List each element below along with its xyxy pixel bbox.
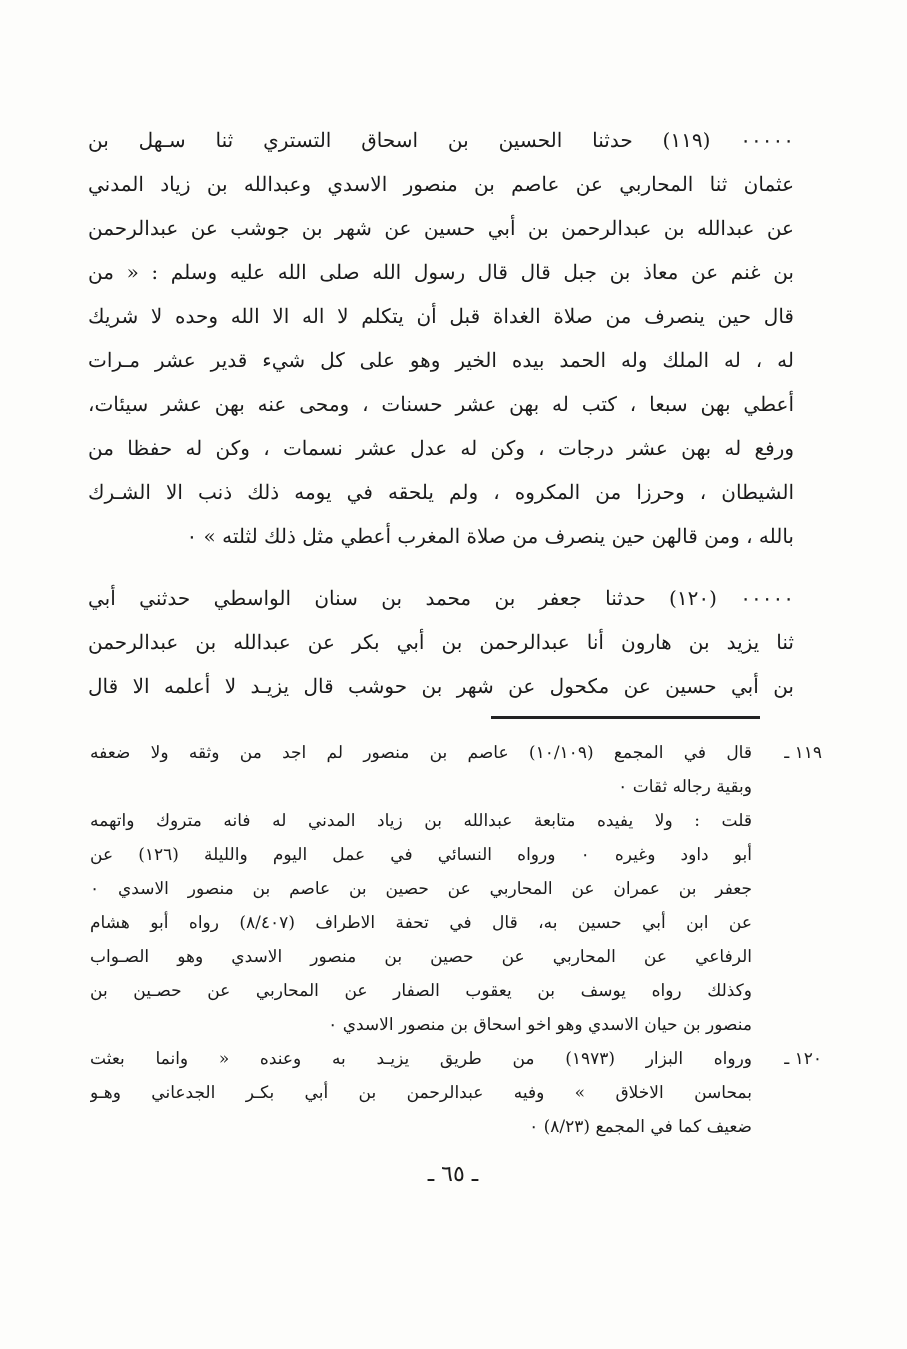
hadith-120-paragraph [88,576,794,708]
text-line: عن عبدالله بن عبدالرحمن بن أبي حسين عن شهر بن جوشب عن عبدالرحمن [88,216,794,240]
text-line: الشيطان ، وحرزا من المكروه ، ولم يلحقه في يومه ذلك ذنب الا الشـرك [88,480,794,504]
footnote-119 [90,736,822,1042]
footnote-line: عن ابن أبي حسين به، قال في تحفة الاطراف (٨/٤٠٧) رواه أبو هشام [90,913,752,933]
footnote-line: بمحاسن الاخلاق » وفيه عبدالرحمن بن أبي بكـر الجدعاني وهـو [90,1083,752,1103]
footnote-body [90,1042,752,1144]
text-line: عثمان ثنا المحاربي عن عاصم بن منصور الاسدي وعبدالله بن زياد المدني [88,172,794,196]
footnote-separator [491,716,760,719]
footnote-line: وبقية رجاله ثقات ٠ [618,777,752,797]
text-line: ٠٠٠٠٠ (١١٩) حدثنا الحسين بن اسحاق التستري ثنا سـهل بن [88,128,794,152]
text-line: بالله ، ومن قالهن حين ينصرف من صلاة المغرب أعطي مثل ذلك لثلته » ٠ [186,524,794,548]
text-line: ثنا يزيد بن هارون أنا عبدالرحمن بن أبي بكر عن عبدالله بن عبدالرحمن [88,630,794,654]
footnote-body [90,736,752,1042]
footnote-line: قال في المجمع (١٠/١٠٩) عاصم بن منصور لم اجد من وثقه ولا ضعفه [90,743,752,763]
footnote-line: الرفاعي عن المحاربي عن حصين بن منصور الاسدي وهو الصـواب [90,947,752,967]
text-line: قال حين ينصرف من صلاة الغداة قبل أن يتكلم لا اله الا الله وحده لا شريك [88,304,794,328]
footnote-line: قلت : ولا يفيده متابعة عبدالله بن زياد المدني له فانه متروك واتهمه [90,811,752,831]
footnote-120 [90,1042,822,1144]
footnote-line: جعفر بن عمران عن المحاربي عن حصين بن عاصم بن منصور الاسدي ٠ [90,879,752,899]
main-text [88,118,794,708]
footnote-number: ١٢٠ ـ [784,1049,822,1069]
text-line: ٠٠٠٠٠ (١٢٠) حدثنا جعفر بن محمد بن سنان الواسطي حدثني أبي [88,586,794,610]
text-line: ورفع له بهن عشر درجات ، وكن له عدل عشر نسمات ، وكن له حفظا من [88,436,794,460]
footnote-line: وكذلك رواه يوسف بن يعقوب الصفار عن المحاربي عن حصـين بن [90,981,752,1001]
text-line: بن أبي حسين عن مكحول عن شهر بن حوشب قال يزيـد لا أعلمه الا قال [88,674,794,698]
footnote-number: ١١٩ ـ [784,743,822,763]
footnotes [90,736,822,1144]
text-line: بن غنم عن معاذ بن جبل قال قال رسول الله صلى الله عليه وسلم : « من [88,260,794,284]
footnote-line: ورواه البزار (١٩٧٣) من طريق يزيـد به وعنده « وانما بعثت [90,1049,752,1069]
page-number: ـ ٦٥ ـ [427,1162,479,1187]
hadith-119-paragraph [88,118,794,558]
text-line: أعطي بهن سبعا ، كتب له بهن عشر حسنات ، ومحى عنه بهن عشر سيئات، [88,392,794,416]
text-line: له ، له الملك وله الحمد بيده الخير وهو على كل شيء قدير عشر مـرات [88,348,794,372]
footnote-line: ضعيف كما في المجمع (٨/٢٣) ٠ [529,1117,752,1137]
footnote-line: أبو داود وغيره ٠ ورواه النسائي في عمل اليوم والليلة (١٢٦) عن [90,845,752,865]
footnote-line: منصور بن حيان الاسدي وهو اخو اسحاق بن منصور الاسدي ٠ [328,1015,752,1035]
